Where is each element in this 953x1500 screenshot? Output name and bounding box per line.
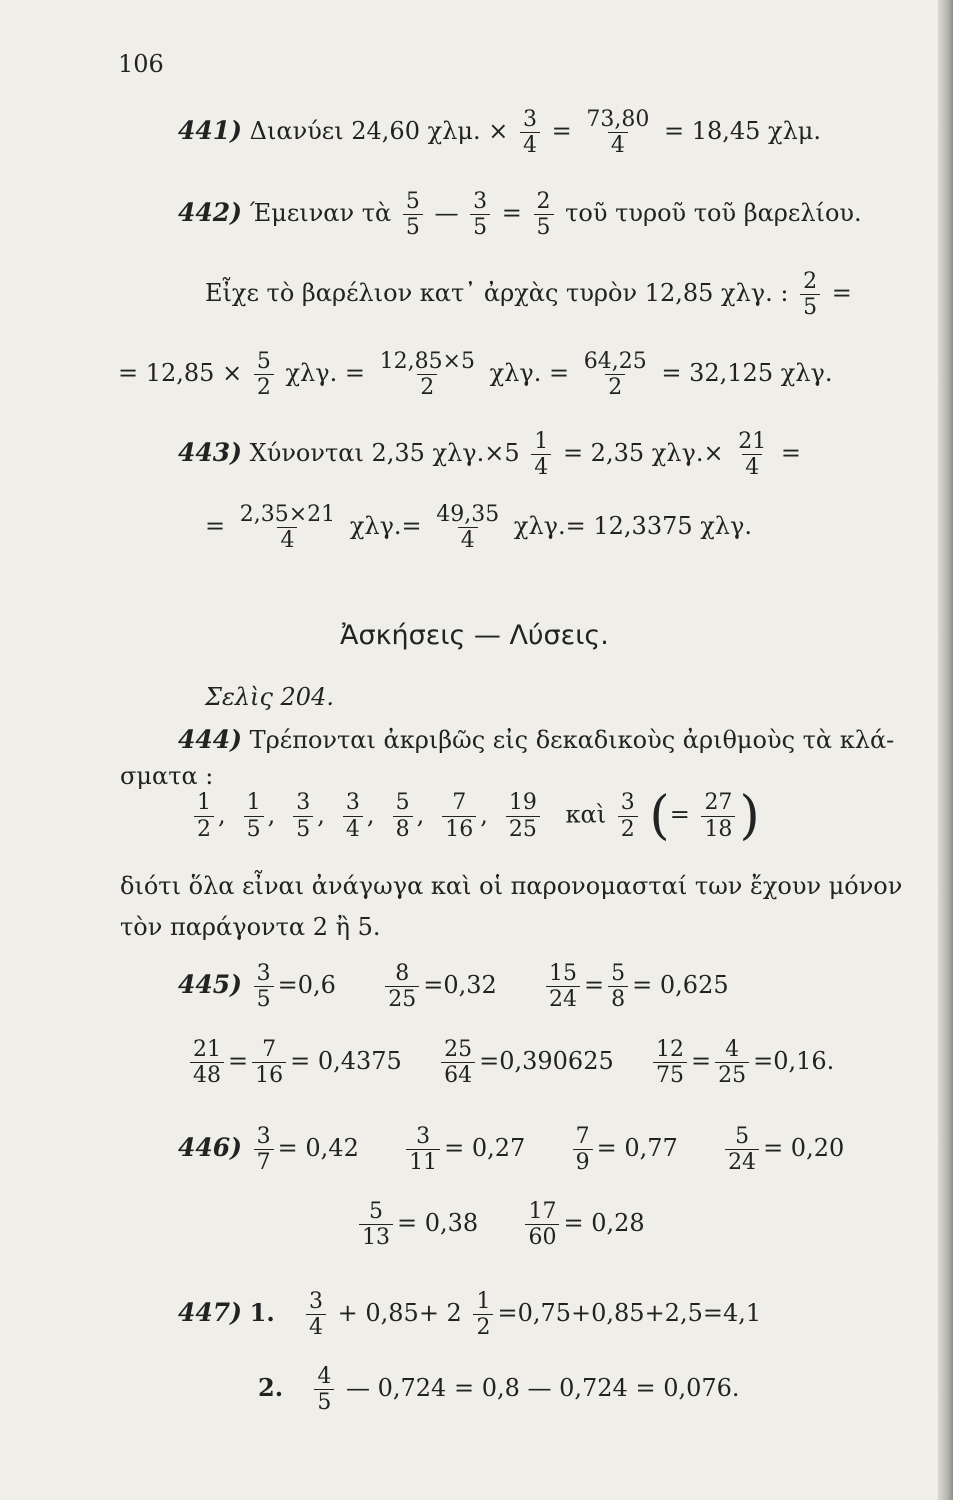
fraction: $\frac{3}{5}$ <box>254 962 274 1011</box>
fraction: $\frac{3}{4}$ <box>343 791 363 840</box>
result: =0,75+0,85+2,5=4,1 <box>497 1299 762 1328</box>
problem-label: 443) <box>178 438 243 468</box>
separator: , <box>317 800 325 829</box>
fraction: $\frac{3}{5}$ <box>470 190 490 239</box>
problem-447-item2 <box>258 1365 740 1414</box>
fraction: $\frac{49,35}{4}$ <box>436 502 500 554</box>
problem-label: 447) <box>178 1298 243 1328</box>
fraction: $\frac{1}{5}$ <box>244 791 264 840</box>
value: = 0,27 <box>444 1134 526 1163</box>
fraction: $\frac{8}{25}$ <box>385 962 419 1011</box>
text: = 2,35 χλγ.× <box>562 439 724 468</box>
fraction: $\frac{3}{7}$ <box>254 1125 274 1174</box>
fraction: $\frac{5}{2}$ <box>254 350 274 399</box>
fraction: $\frac{17}{60}$ <box>525 1200 559 1249</box>
fraction: $\frac{3}{4}$ <box>306 1290 326 1339</box>
problem-442 <box>178 190 862 239</box>
separator: , <box>416 800 425 829</box>
problem-446-row1 <box>178 1125 844 1174</box>
equals: = <box>584 971 605 1000</box>
problem-label: 445) <box>178 970 243 1000</box>
problem-445-row2 <box>186 1038 834 1087</box>
problem-label: 442) <box>178 198 243 228</box>
problem-text: Τρέπονται ἀκριβῶς εἰς δεκαδικοὺς ἀριθμοὺς τὰ κλά- <box>249 726 895 754</box>
fraction: $\frac{4}{25}$ <box>715 1038 749 1087</box>
paren-open: ( <box>649 786 670 846</box>
fraction: $\frac{2,35\times 21}{4}$ <box>239 502 336 554</box>
result: — 0,724 = 0,8 — 0,724 = 0,076. <box>345 1374 740 1403</box>
fraction: $\frac{3}{2}$ <box>618 791 638 840</box>
problem-443-line2 <box>205 503 752 552</box>
problem-label: 446) <box>178 1133 243 1163</box>
problem-text: Διανύει 24,60 χλμ. × <box>249 117 509 146</box>
reason-line-1: διότι ὅλα εἶναι ἀνάγωγα καὶ οἱ παρονομασταί των ἔχουν μόνον <box>120 872 903 900</box>
minus: — <box>434 199 459 228</box>
reason-line-2: τὸν παράγοντα 2 ἢ 5. <box>120 913 381 941</box>
item-number: 2. <box>258 1373 284 1403</box>
equals: = <box>205 512 226 541</box>
result: = 32,125 χλγ. <box>661 359 833 388</box>
paren-close: ) <box>739 786 760 846</box>
problem-label: 441) <box>178 116 243 146</box>
fraction: $\frac{27}{18}$ <box>701 791 735 840</box>
fraction: $\frac{3}{5}$ <box>293 791 313 840</box>
equals: = <box>228 1047 249 1076</box>
equals: = <box>669 800 690 829</box>
problem-441 <box>178 108 821 157</box>
separator: , <box>267 800 276 829</box>
equals: = <box>691 1047 712 1076</box>
fraction: $\frac{1}{2}$ <box>194 791 214 840</box>
fraction: $\frac{5}{5}$ <box>403 190 423 239</box>
value: =0,6 <box>277 971 336 1000</box>
problem-442-line2 <box>205 270 852 319</box>
text: + 0,85+ 2 <box>337 1299 462 1328</box>
fraction: $\frac{2}{5}$ <box>800 270 820 319</box>
fraction: $\frac{7}{9}$ <box>573 1125 593 1174</box>
value: =0,32 <box>423 971 497 1000</box>
page-edge <box>938 0 953 1500</box>
problem-text: Έμειναν τὰ <box>249 199 392 228</box>
fraction: $\frac{7}{16}$ <box>442 791 476 840</box>
page-reference: Σελὶς 204. <box>205 683 334 711</box>
fraction: $\frac{1}{2}$ <box>473 1290 493 1339</box>
equals: = <box>551 117 572 146</box>
fraction: $\frac{25}{64}$ <box>441 1038 475 1087</box>
value: = 0,77 <box>596 1134 678 1163</box>
problem-446-row2 <box>355 1200 645 1249</box>
fraction: $\frac{5}{8}$ <box>608 962 628 1011</box>
equals: = <box>780 439 801 468</box>
equals: = <box>501 199 522 228</box>
fraction: $\frac{5}{24}$ <box>725 1125 759 1174</box>
fraction: $\frac{4}{5}$ <box>314 1365 334 1414</box>
problem-tail: τοῦ τυροῦ τοῦ βαρελίου. <box>565 199 862 228</box>
fraction: $\frac{19}{25}$ <box>506 791 540 840</box>
page-number: 106 <box>118 50 164 78</box>
result: = 18,45 χλμ. <box>663 117 822 146</box>
value: = 0,38 <box>397 1209 479 1238</box>
fraction: $\frac{5}{13}$ <box>359 1200 393 1249</box>
text: χλγ.= <box>349 512 422 541</box>
value: = 0,28 <box>563 1209 645 1238</box>
fraction: $\frac{1}{4}$ <box>531 430 551 479</box>
problem-443 <box>178 430 801 479</box>
fraction: $\frac{7}{16}$ <box>252 1038 286 1087</box>
text: χλγ. = <box>285 359 365 388</box>
fraction: $\frac{12}{75}$ <box>653 1038 687 1087</box>
text: Εἶχε τὸ βαρέλιον κατ᾽ ἀρχὰς τυρὸν 12,85 χλγ. : <box>205 279 789 308</box>
fraction: $\frac{64,25}{2}$ <box>583 349 647 401</box>
fraction: $\frac{3}{11}$ <box>406 1125 440 1174</box>
problem-444 <box>178 725 894 754</box>
fraction: $\frac{21}{48}$ <box>190 1038 224 1087</box>
problem-text: Χύνονται 2,35 χλγ.×5 <box>249 439 520 468</box>
separator: , <box>480 800 488 829</box>
value: = 0,42 <box>277 1134 359 1163</box>
fraction: $\frac{21}{4}$ <box>738 429 767 481</box>
text: χλγ. = <box>489 359 570 388</box>
problem-447-item1 <box>178 1290 761 1339</box>
text: = 12,85 × <box>118 359 243 388</box>
fraction-list <box>190 786 760 846</box>
value: = 0,625 <box>632 971 729 1000</box>
separator: , <box>218 800 226 829</box>
fraction: $\frac{12,85\times 5}{2}$ <box>379 349 475 401</box>
value: =0,16. <box>753 1047 835 1076</box>
value: =0,390625 <box>479 1047 614 1076</box>
problem-444-cont: σματα : <box>120 762 214 790</box>
result: χλγ.= 12,3375 χλγ. <box>513 512 752 541</box>
value: = 0,20 <box>763 1134 845 1163</box>
problem-445-row1 <box>178 962 729 1011</box>
separator: , <box>366 800 375 829</box>
fraction: $\frac{15}{24}$ <box>546 962 580 1011</box>
fraction: $\frac{3}{4}$ <box>520 108 540 157</box>
value: = 0,4375 <box>290 1047 402 1076</box>
fraction: $\frac{5}{8}$ <box>393 791 413 840</box>
conjunction: καὶ <box>565 800 607 829</box>
problem-label: 444) <box>178 725 243 754</box>
item-number: 1. <box>249 1298 275 1328</box>
fraction: $\frac{73,80}{4}$ <box>586 107 650 159</box>
fraction: $\frac{2}{5}$ <box>534 190 554 239</box>
section-heading: Ἀσκήσεις — Λύσεις. <box>340 620 609 651</box>
problem-442-line3 <box>118 350 832 399</box>
equals: = <box>831 279 852 308</box>
